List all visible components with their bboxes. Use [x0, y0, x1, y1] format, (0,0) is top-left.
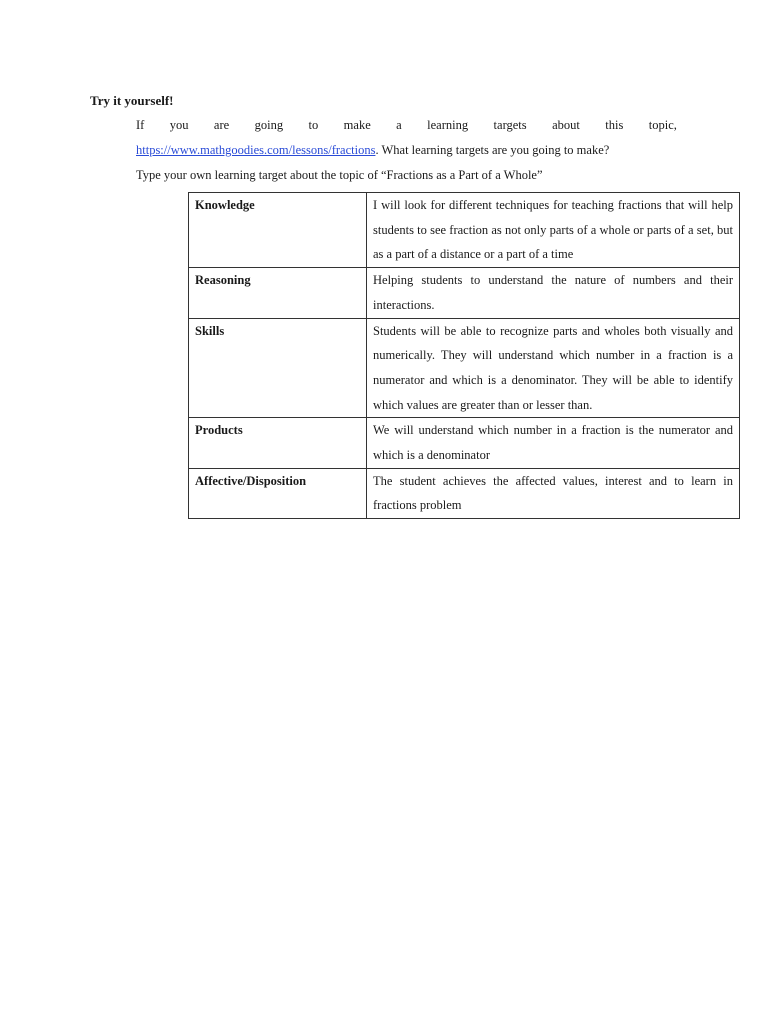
- mathgoodies-link[interactable]: https://www.mathgoodies.com/lessons/fractions: [136, 143, 376, 157]
- intro-word: about: [552, 118, 580, 132]
- intro-word: are: [213, 118, 230, 132]
- section-heading: Try it yourself!: [90, 93, 174, 108]
- intro-word: this: [605, 118, 624, 132]
- intro-word: topic,: [648, 118, 677, 132]
- intro-line-2: [136, 138, 677, 163]
- row-text: I will look for different techniques for teaching fractions that will help students to see fraction as not only parts of a whole or parts of a set, but as a part of a distance or a part of a time: [367, 193, 740, 268]
- learning-targets-table: [188, 192, 740, 519]
- row-text: We will understand which number in a fraction is the numerator and which is a denominator: [367, 418, 740, 468]
- row-label: Knowledge: [189, 193, 367, 268]
- intro-line-1: [136, 113, 677, 138]
- instruction-text: Type your own learning target about the topic of “Fractions as a Part of a Whole”: [136, 168, 543, 182]
- table-row: [189, 418, 740, 468]
- table-row: [189, 193, 740, 268]
- row-label: Reasoning: [189, 268, 367, 318]
- table-row: [189, 318, 740, 418]
- row-label: Affective/Disposition: [189, 468, 367, 518]
- intro-word: make: [343, 118, 371, 132]
- table-row: [189, 468, 740, 518]
- intro-word: If: [136, 118, 145, 132]
- table-row: [189, 268, 740, 318]
- row-text: Helping students to understand the nature of numbers and their interactions.: [367, 268, 740, 318]
- intro-paragraph: [136, 113, 677, 163]
- intro-word: learning: [427, 118, 469, 132]
- intro-word: you: [169, 118, 189, 132]
- row-text: Students will be able to recognize parts and wholes both visually and numerically. They will understand which number in a fraction is a numerator and which is a denominator. They will be able to identify which values are greater than or lesser than.: [367, 318, 740, 418]
- row-label: Products: [189, 418, 367, 468]
- intro-word: a: [396, 118, 402, 132]
- intro-word: going: [254, 118, 284, 132]
- intro-question: . What learning targets are you going to make?: [375, 143, 610, 157]
- row-label: Skills: [189, 318, 367, 418]
- row-text: The student achieves the affected values, interest and to learn in fractions problem: [367, 468, 740, 518]
- intro-word: targets: [493, 118, 527, 132]
- intro-word: to: [308, 118, 319, 132]
